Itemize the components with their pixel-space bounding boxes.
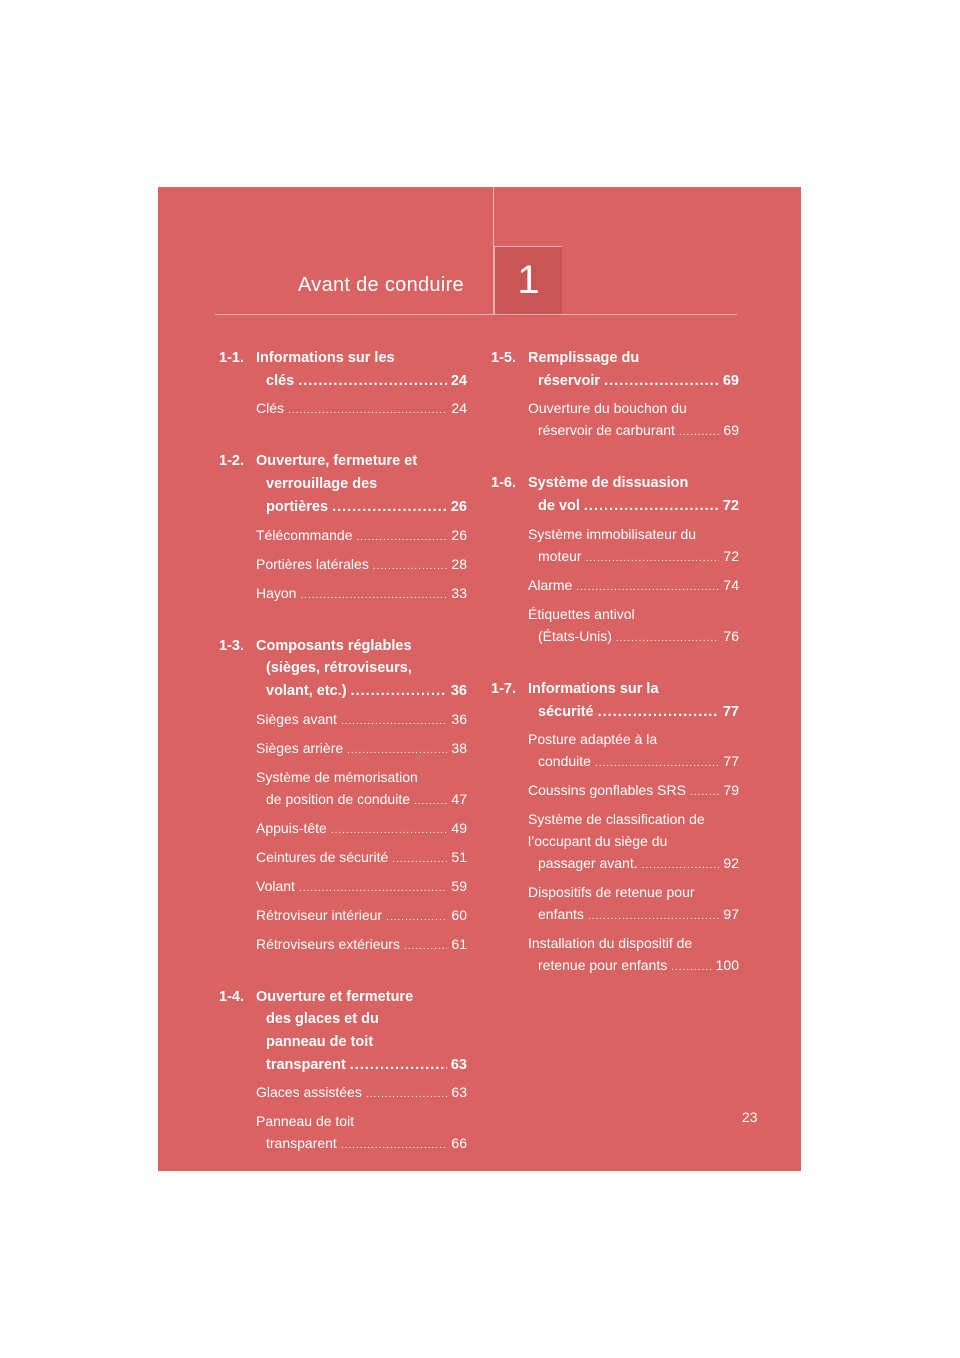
header-divider-horizontal [215,314,737,315]
entry-title-last-line [528,852,739,877]
section-number: 1-4. [219,988,244,1005]
entry-title-text: transparent [266,1135,337,1152]
toc-entry[interactable] [256,766,467,813]
section-title-line: Système de dissuasion [528,475,689,492]
toc-column-right [491,347,739,1007]
entry-title-last-line [528,545,739,570]
entry-title-line: Étiquettes antivol [528,605,635,622]
entry-page-number: 69 [723,422,739,439]
entry-title-text: Clés [256,400,285,417]
entry-title-line: Dispositifs de retenue pour [528,884,695,901]
section-title-line: panneau de toit [266,1034,374,1051]
entry-title-last-line [256,933,467,958]
entry-title-text: Télécommande [256,526,353,543]
section-title-text: portières [266,498,329,515]
entry-title-line: Système de classification de [528,811,705,828]
toc-entry[interactable] [256,397,467,422]
entry-title-line: Posture adaptée à la [528,731,658,748]
dot-leader [347,737,447,762]
dot-leader [288,397,447,422]
section-page-number: 77 [722,703,739,720]
section-page-number: 26 [450,498,467,515]
section-page-number: 36 [450,682,467,699]
entry-title-last-line [256,1132,467,1157]
toc-entry[interactable] [256,553,467,578]
dot-leader [300,582,447,607]
section-title-line: Informations sur la [528,680,659,697]
entry-page-number: 72 [723,547,739,564]
section-title-line: verrouillage des [266,476,378,493]
entry-title-last-line [256,1081,467,1106]
entry-title-text: réservoir de carburant [538,422,675,439]
dot-leader [671,954,711,979]
toc-entry[interactable] [528,728,739,775]
dot-leader [604,370,719,393]
toc-entry[interactable] [256,524,467,549]
entry-title-last-line [256,524,467,549]
entry-title-text: Glaces assistées [256,1084,362,1101]
dot-leader [341,708,447,733]
entry-title-text: retenue pour enfants [538,957,668,974]
section-title-last-line [528,495,739,518]
dot-leader [404,933,447,958]
section-title-last-line [256,1054,467,1077]
entry-title-text: conduite [538,753,591,770]
entry-page-number: 76 [723,627,739,644]
entry-page-number: 66 [451,1135,467,1152]
entry-page-number: 24 [451,400,467,417]
entry-title-last-line [528,574,739,599]
dot-leader [357,524,448,549]
entry-title-text: Ceintures de sécurité [256,848,389,865]
entry-page-number: 74 [723,576,739,593]
entry-title-last-line [528,954,739,979]
dot-leader [351,680,447,703]
entry-page-number: 97 [723,906,739,923]
chapter-number: 1 [517,258,540,302]
toc-section [491,347,739,444]
section-items [219,397,467,422]
entry-title-last-line [256,904,467,929]
toc-section [219,635,467,958]
entry-title-text: moteur [538,547,582,564]
section-heading[interactable] [219,635,467,703]
entry-title-text: Rétroviseurs extérieurs [256,935,400,952]
section-heading[interactable] [219,347,467,392]
dot-leader [576,574,719,599]
section-number: 1-7. [491,680,516,697]
section-number: 1-6. [491,475,516,492]
section-heading[interactable] [491,472,739,517]
entry-title-text: Alarme [528,576,573,593]
toc-entry[interactable] [256,933,467,958]
toc-entry[interactable] [528,397,739,444]
dot-leader [341,1132,448,1157]
toc-entry[interactable] [528,574,739,599]
entry-title-line: Panneau de toit [256,1113,355,1130]
toc-entry[interactable] [256,1081,467,1106]
section-title-line: Composants réglables [256,637,412,654]
entry-page-number: 59 [451,877,467,894]
dot-leader [332,496,447,519]
section-title-line: Informations sur les [256,350,395,366]
section-page-number: 72 [722,498,739,515]
toc-entry[interactable] [528,932,739,979]
toc-entry[interactable] [256,875,467,900]
entry-title-text: Sièges avant [256,710,337,727]
dot-leader [331,817,448,842]
section-title-text: transparent [266,1056,346,1073]
dot-leader [386,904,447,929]
entry-title-text: Appuis-tête [256,819,327,836]
entry-title-last-line [528,419,739,444]
entry-title-last-line [256,875,467,900]
toc-entry[interactable] [528,523,739,570]
section-title-text: réservoir [538,372,601,389]
section-page-number: 69 [722,372,739,389]
section-items [219,524,467,607]
entry-title-last-line [256,708,467,733]
toc-section [219,450,467,606]
entry-page-number: 60 [451,906,467,923]
section-heading[interactable] [491,678,739,723]
entry-title-text: Hayon [256,584,297,601]
toc-section [491,472,739,649]
toc-entry[interactable] [528,603,739,650]
dot-leader [373,553,448,578]
entry-page-number: 26 [451,526,467,543]
entry-title-last-line [256,553,467,578]
section-items [219,708,467,958]
entry-title-last-line [256,397,467,422]
section-title-last-line [528,701,739,724]
entry-title-text: (États-Unis) [538,627,612,644]
dot-leader [616,625,720,650]
entry-title-line: Ouverture du bouchon du [528,400,687,417]
section-page-number: 63 [450,1056,467,1073]
section-number: 1-1. [219,350,244,366]
section-title-last-line [256,680,467,703]
entry-page-number: 28 [451,555,467,572]
section-number: 1-5. [491,350,516,366]
dot-leader [584,495,719,518]
entry-page-number: 100 [715,957,739,974]
entry-page-number: 47 [451,790,467,807]
dot-leader [586,545,720,570]
entry-title-last-line [528,779,739,804]
section-items [491,523,739,650]
section-items [491,728,739,979]
entry-title-text: de position de conduite [266,790,410,807]
entry-page-number: 79 [723,782,739,799]
dot-leader [299,875,447,900]
toc-entry[interactable] [528,779,739,804]
entry-title-line: Installation du dispositif de [528,935,693,952]
entry-title-last-line [256,846,467,871]
section-heading[interactable] [491,347,739,392]
entry-page-number: 51 [451,848,467,865]
dot-leader [598,701,719,724]
dot-leader [642,852,720,877]
section-number: 1-2. [219,453,244,470]
toc-entry[interactable] [528,881,739,928]
dot-leader [690,779,719,804]
entry-page-number: 33 [451,584,467,601]
entry-title-line: l’occupant du siège du [528,833,668,850]
entry-page-number: 77 [723,753,739,770]
toc-entry[interactable] [256,1110,467,1157]
section-title-line: (sièges, rétroviseurs, [266,660,412,677]
section-number: 1-3. [219,637,244,654]
page-number: 23 [742,1109,758,1125]
dot-leader [595,750,719,775]
section-heading[interactable] [219,986,467,1077]
section-title-text: sécurité [538,703,594,720]
entry-page-number: 36 [451,710,467,727]
dot-leader [588,903,719,928]
section-items [219,1081,467,1157]
chapter-number-box [494,246,562,314]
toc-entry[interactable] [256,582,467,607]
section-title-line: des glaces et du [266,1011,379,1028]
entry-title-last-line [256,582,467,607]
chapter-title: Avant de conduire [298,274,464,296]
toc-section [219,347,467,422]
dot-leader [350,1054,447,1077]
toc-column-left [219,347,467,1185]
section-title-line: Remplissage du [528,350,640,366]
section-title-last-line [528,370,739,393]
entry-title-last-line [256,788,467,813]
entry-title-text: passager avant. [538,855,638,872]
section-title-text: de vol [538,498,580,515]
toc-entry[interactable] [528,808,739,877]
entry-title-text: Volant [256,877,295,894]
entry-title-last-line [528,903,739,928]
entry-page-number: 92 [723,855,739,872]
section-items [491,397,739,444]
entry-title-line: Système de mémorisation [256,768,418,785]
dot-leader [392,846,447,871]
entry-title-last-line [528,625,739,650]
section-page-number: 24 [450,372,467,389]
toc-entry[interactable] [256,817,467,842]
entry-title-text: Sièges arrière [256,739,344,756]
entry-page-number: 63 [451,1084,467,1101]
entry-title-text: enfants [538,906,584,923]
section-title-text: volant, etc.) [266,682,347,699]
entry-title-last-line [256,737,467,762]
section-title-last-line [256,370,467,393]
section-title-line: Ouverture, fermeture et [256,453,418,470]
toc-section [219,986,467,1158]
entry-title-last-line [256,817,467,842]
entry-title-last-line [528,750,739,775]
entry-title-text: Coussins gonflables SRS [528,782,686,799]
entry-title-line: Système immobilisateur du [528,525,697,542]
entry-title-text: Portières latérales [256,555,369,572]
toc-section [491,678,739,979]
entry-title-text: Rétroviseur intérieur [256,906,383,923]
dot-leader [366,1081,448,1106]
dot-leader [298,370,447,393]
section-title-last-line [256,496,467,519]
dot-leader [414,788,447,813]
entry-page-number: 38 [451,739,467,756]
toc-entry[interactable] [256,846,467,871]
toc-entry[interactable] [256,708,467,733]
section-title-text: clés [266,372,295,389]
entry-page-number: 61 [451,935,467,952]
section-heading[interactable] [219,450,467,518]
entry-page-number: 49 [451,819,467,836]
section-title-line: Ouverture et fermeture [256,988,414,1005]
toc-entry[interactable] [256,737,467,762]
toc-entry[interactable] [256,904,467,929]
dot-leader [679,419,719,444]
